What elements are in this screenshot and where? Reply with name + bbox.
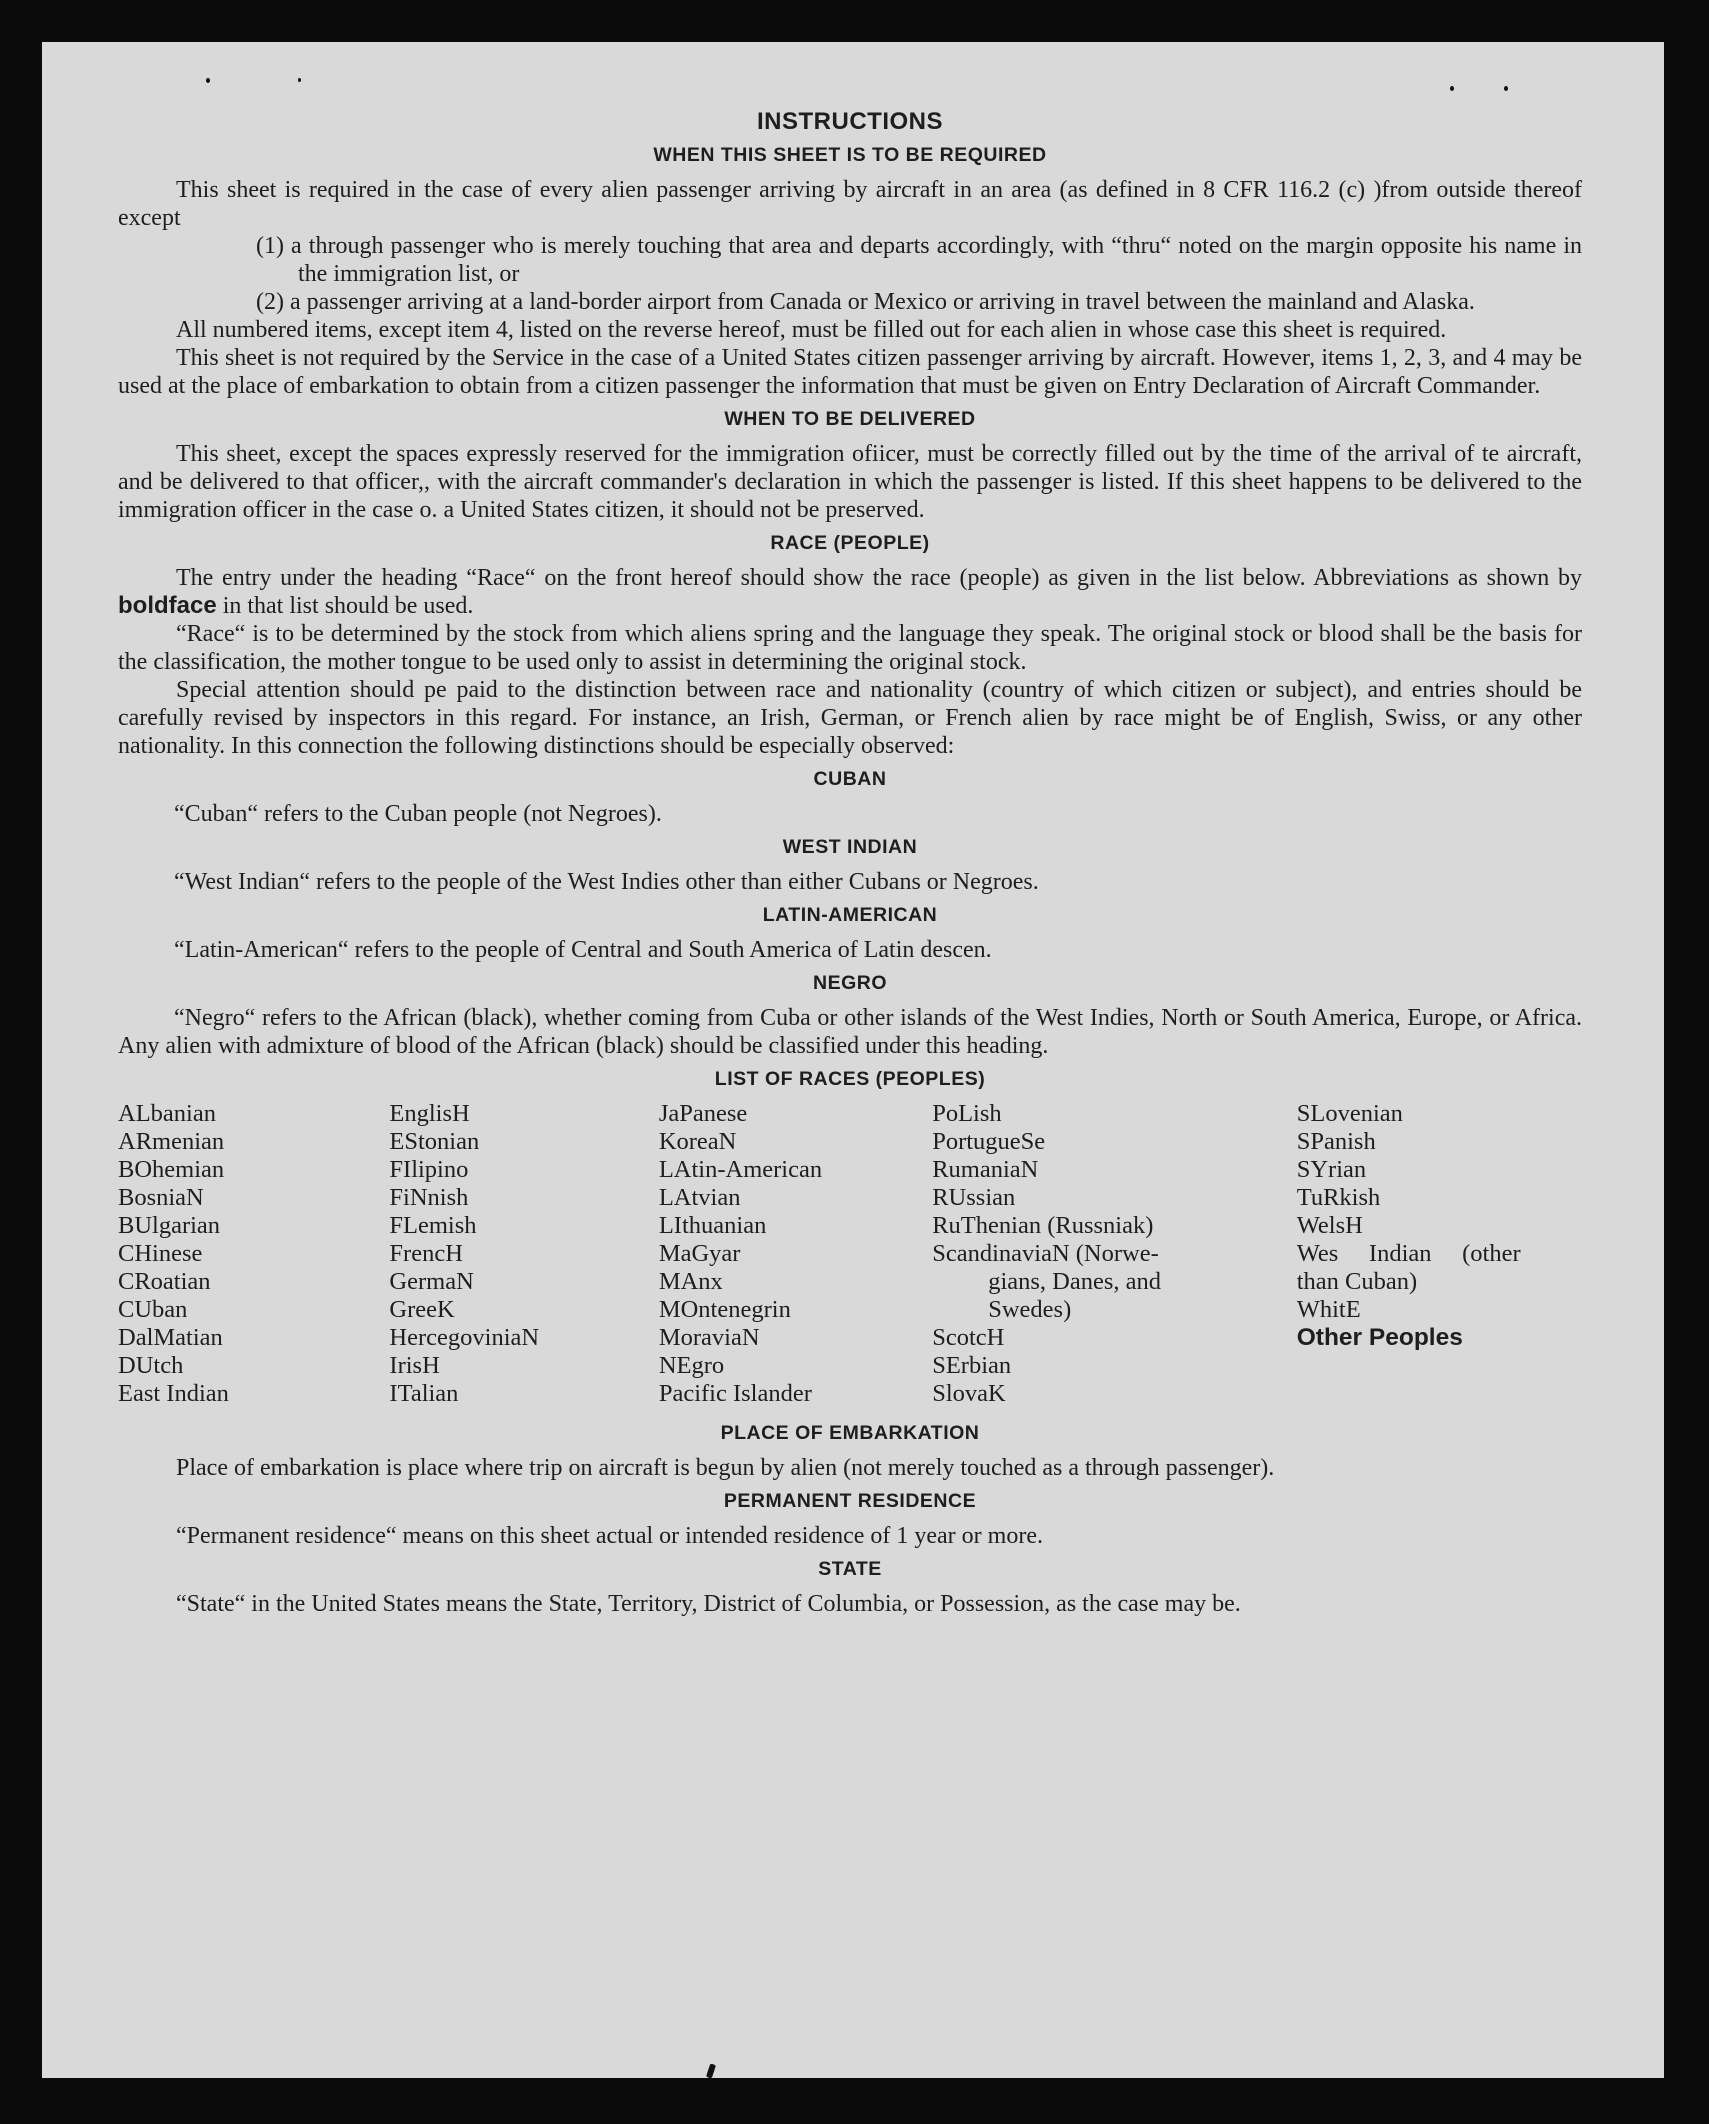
race-item: EnglisH	[389, 1100, 470, 1127]
heading-negro: NEGRO	[812, 972, 887, 994]
paragraph-required-3: This sheet is not required by the Service in the case of a United States citizen passenger arriving by aircraft. However, items 1, 2, 3, and 4 may be used at the place of embarkation to obtain from a citizen passenger the information that must be given on Entry Declaration of Aircraft Commander.	[118, 345, 1582, 399]
heading-required: WHEN THIS SHEET IS TO BE REQUIRED	[653, 144, 1047, 166]
heading-list-of-races: LIST OF RACES (PEOPLES)	[714, 1068, 986, 1090]
paragraph-race-2: “Race“ is to be determined by the stock from which aliens spring and the language they speak. The original stock or blood shall be the basis for the classification, the mother tongue to be used only to assist in determining the original stock.	[118, 621, 1582, 675]
page-title: INSTRUCTIONS	[757, 108, 943, 135]
race-item: RuThenian (Russniak)	[932, 1212, 1154, 1239]
scan-speck	[1504, 86, 1508, 91]
race-item: RUssian	[932, 1184, 1016, 1211]
race-item-continuation: Swedes)	[988, 1296, 1072, 1323]
paragraph-required-2: All numbered items, except item 4, listed on the reverse hereof, must be filled out for each alien in whose case this sheet is required.	[176, 317, 1447, 343]
race-item: SErbian	[932, 1352, 1012, 1379]
race-item: MAnx	[658, 1268, 723, 1295]
race-item: Wes Indian (other	[1296, 1240, 1521, 1267]
race-item: SYrian	[1296, 1156, 1367, 1183]
race-item: NEgro	[658, 1352, 725, 1379]
race-item: TuRkish	[1296, 1184, 1381, 1211]
race-item: DalMatian	[118, 1324, 223, 1351]
list-of-races	[118, 1100, 1582, 1408]
race-item: SPanish	[1296, 1128, 1376, 1155]
paragraph-cuban: “Cuban“ refers to the Cuban people (not Negroes).	[174, 801, 662, 827]
race-item: EStonian	[389, 1128, 480, 1155]
paragraph-required-1: This sheet is required in the case of every alien passenger arriving by aircraft in an area (as defined in 8 CFR 116.2 (c) )from outside thereof except	[118, 177, 1582, 231]
race-item: LAtvian	[658, 1184, 741, 1211]
list-item-exception-1: (1) a through passenger who is merely touching that area and departs accordingly, with “thru“ noted on the margin opposite his name in the immigration list, or	[256, 233, 1582, 287]
race-item: ITalian	[389, 1380, 459, 1407]
race-item-other-peoples: Other Peoples	[1296, 1324, 1463, 1351]
race-item: GreeK	[389, 1296, 455, 1323]
race-item: BUlgarian	[118, 1212, 221, 1239]
heading-latin-american: LATIN-AMERICAN	[762, 904, 938, 926]
race-item: ALbanian	[118, 1100, 216, 1127]
heading-permanent-residence: PERMANENT RESIDENCE	[723, 1490, 977, 1512]
race-item: JaPanese	[658, 1100, 748, 1127]
race-item: WhitE	[1296, 1296, 1361, 1323]
heading-delivered: WHEN TO BE DELIVERED	[724, 408, 976, 430]
paragraph-embarkation: Place of embarkation is place where trip on aircraft is begun by alien (not merely touched as a through passenger).	[176, 1455, 1275, 1481]
paragraph-west-indian: “West Indian“ refers to the people of the West Indies other than either Cubans or Negroes.	[174, 869, 1039, 895]
paragraph-latin-american: “Latin-American“ refers to the people of Central and South America of Latin descen.	[174, 937, 992, 963]
scan-speck	[206, 78, 210, 83]
race-item: RumaniaN	[932, 1156, 1039, 1183]
paragraph-race-3: Special attention should pe paid to the distinction between race and nationality (country of which citizen or subject), and entries should be carefully revised by inspectors in this regard. For instance, an Irish, German, or French alien by race might be of English, Swiss, or any other nationality. In this connection the following distinctions should be especially observed:	[118, 677, 1582, 759]
list-item-exception-2: (2) a passenger arriving at a land-border airport from Canada or Mexico or arriving in travel between the mainland and Alaska.	[256, 289, 1475, 315]
race-item: DUtch	[118, 1352, 184, 1379]
races-column-3	[659, 1100, 932, 1408]
race-item: FrencH	[389, 1240, 463, 1267]
heading-race: RACE (PEOPLE)	[770, 532, 930, 554]
boldface-word: boldface	[118, 592, 217, 619]
race-item: East Indian	[118, 1380, 229, 1407]
race-item: FIlipino	[389, 1156, 469, 1183]
race-item: FLemish	[389, 1212, 477, 1239]
paragraph-delivered: This sheet, except the spaces expressly reserved for the immigration ofiicer, must be correctly filled out by the time of the arrival of te aircraft, and be delivered to that officer,, with the aircraft commander's declaration in which the passenger is listed. If this sheet happens to be delivered to the immigration officer in the case o. a United States citizen, it should not be preserved.	[118, 441, 1582, 523]
race-item: CUban	[118, 1296, 188, 1323]
race-item: WelsH	[1296, 1212, 1363, 1239]
races-column-1	[118, 1100, 389, 1408]
race-item: BOhemian	[118, 1156, 225, 1183]
heading-state: STATE	[818, 1558, 882, 1580]
race-item: BosniaN	[118, 1184, 204, 1211]
scan-speck	[1450, 86, 1454, 91]
race-item: LAtin-American	[658, 1156, 823, 1183]
race-item: IrisH	[389, 1352, 440, 1379]
race-item: SLovenian	[1296, 1100, 1403, 1127]
race-item: GermaN	[389, 1268, 474, 1295]
race-item: FiNnish	[389, 1184, 469, 1211]
heading-cuban: CUBAN	[813, 768, 887, 790]
paragraph-race-1	[118, 564, 1582, 620]
race-item: KoreaN	[658, 1128, 737, 1155]
race-item: Pacific Islander	[658, 1380, 812, 1407]
race-item: PoLish	[932, 1100, 1002, 1127]
race-item: PortugueSe	[932, 1128, 1046, 1155]
race-item-continuation: than Cuban)	[1296, 1268, 1418, 1295]
race-item: MaGyar	[658, 1240, 741, 1267]
race-item: ARmenian	[118, 1128, 225, 1155]
race-text-before: The entry under the heading “Race“ on the front hereof should show the race (people) as given in the list below. Abbreviations as shown by	[176, 565, 1582, 591]
race-item: HercegoviniaN	[389, 1324, 540, 1351]
race-item: ScotcH	[932, 1324, 1005, 1351]
race-text-after: in that list should be used.	[222, 593, 474, 619]
race-item: MoraviaN	[658, 1324, 760, 1351]
scan-speck	[706, 2063, 716, 2078]
paragraph-state: “State“ in the United States means the State, Territory, District of Columbia, or Possession, as the case may be.	[176, 1591, 1241, 1617]
race-item: CHinese	[118, 1240, 203, 1267]
scan-speck	[298, 78, 301, 82]
document-sheet	[42, 42, 1664, 2078]
race-item: ScandinaviaN (Norwe-	[932, 1240, 1159, 1267]
race-item: LIthuanian	[658, 1212, 767, 1239]
race-item-continuation: gians, Danes, and	[988, 1268, 1162, 1295]
races-column-4	[932, 1100, 1297, 1408]
heading-west-indian: WEST INDIAN	[782, 836, 918, 858]
race-item: CRoatian	[118, 1268, 211, 1295]
paragraph-negro: “Negro“ refers to the African (black), whether coming from Cuba or other islands of the West Indies, North or South America, Europe, or Africa. Any alien with admixture of blood of the African (black) should be classified under this heading.	[118, 1005, 1582, 1059]
heading-embarkation: PLACE OF EMBARKATION	[720, 1422, 980, 1444]
race-item: MOntenegrin	[658, 1296, 791, 1323]
paragraph-permanent-residence: “Permanent residence“ means on this sheet actual or intended residence of 1 year or more.	[176, 1523, 1043, 1549]
races-column-2	[389, 1100, 658, 1408]
race-item: SlovaK	[932, 1380, 1006, 1407]
races-column-5	[1297, 1100, 1582, 1408]
